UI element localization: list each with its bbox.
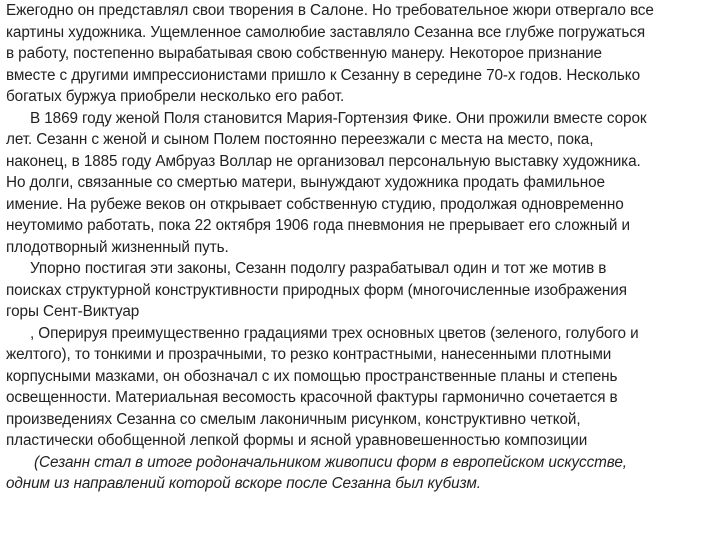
- text-line: Упорно постигая эти законы, Сезанн подолгу разрабатывал один и тот же мотив в: [30, 260, 607, 277]
- text-line: пластически обобщенной лепкой формы и ясной уравновешенностью композиции: [6, 432, 588, 449]
- text-line: в работу, постепенно вырабатывая свою собственную манеру. Некоторое признание: [6, 45, 602, 62]
- text-line: имение. На рубеже веков он открывает собственную студию, продолжая одновременно: [6, 195, 624, 213]
- text-line: одним из направлений которой вскоре после Сезанна был кубизм.: [6, 475, 481, 492]
- text-line: поисках структурной конструктивности природных форм (многочисленные изображения: [6, 281, 627, 299]
- text-line: желтого), то тонкими и прозрачными, то резко контрастными, нанесенными плотными: [6, 346, 612, 363]
- text-line: Но долги, связанные со смертью матери, вынуждают художника продать фамильное: [6, 174, 605, 191]
- text-line: Ежегодно он представлял свои творения в Салоне. Но требовательное жюри отвергало все: [6, 2, 654, 19]
- text-line: плодотворный жизненный путь.: [6, 238, 229, 256]
- text-line: В 1869 году женой Поля становится Мария-Гортензия Фике. Они прожили вместе сорок: [30, 109, 647, 127]
- text-line: горы Сент-Виктуар: [6, 303, 140, 320]
- text-line: произведениях Сезанна со смелым лаконичным рисунком, конструктивно четкой,: [6, 410, 581, 428]
- text-line: вместе с другими импрессионистами пришло к Сезанну в середине 70-х годов. Несколько: [6, 66, 640, 84]
- text-line: (Сезанн стал в итоге родоначальником живописи форм в европейском искусстве,: [34, 453, 627, 471]
- text-line: , Оперируя преимущественно градациями трех основных цветов (зеленого, голубого и: [30, 324, 639, 342]
- text-line: наконец, в 1885 году Амбруаз Воллар не организовал персональную выставку художника.: [6, 152, 641, 170]
- text-line: освещенности. Материальная весомость красочной фактуры гармонично сочетается в: [6, 389, 618, 406]
- text-line: корпусными мазками, он обозначал с их помощью пространственные планы и степень: [6, 367, 618, 385]
- text-line: лет. Сезанн с женой и сыном Полем постоянно переезжали с места на место, пока,: [6, 131, 594, 148]
- text-line: неутомимо работать, пока 22 октября 1906 года пневмония не прерывает его сложный и: [6, 217, 630, 234]
- text-line: картины художника. Ущемленное самолюбие заставляло Сезанна все глубже погружаться: [6, 23, 646, 41]
- text-line: богатых буржуа приобрели несколько его работ.: [6, 88, 345, 105]
